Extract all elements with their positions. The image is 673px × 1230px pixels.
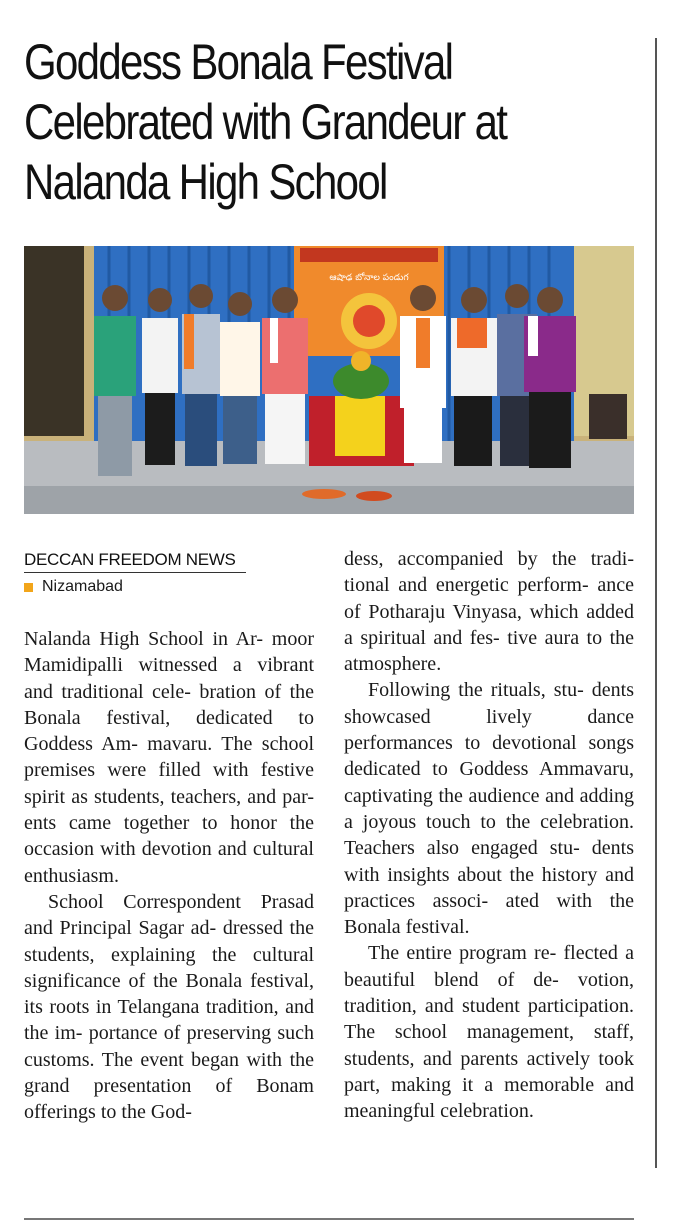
text-line: ance of Potharaju Vinyasa, [344,574,634,623]
text-line: ents came together to honor [24,812,277,835]
column-rule-right [655,38,657,1168]
text-line: customs. The event began with [24,1048,283,1071]
event-photo [24,246,634,514]
orange-square-icon [24,583,33,592]
text-line: The entire program re- [368,942,557,965]
text-line: tional and energetic perform- [344,574,589,597]
text-line: Nalanda High School in Ar- [24,628,264,650]
text-line: portance of preserving such [88,1022,314,1045]
text-line: participation. The school [344,995,634,1044]
text-line: the grand presentation of [24,1048,314,1098]
headline [24,32,629,212]
banner-text: ఆషాఢ బోనాల పండుగ [329,273,409,283]
text-line: history and practices associ- [344,863,634,912]
text-line: and cultural enthusiasm. [24,838,314,887]
text-line: meaningful celebration. [344,1100,534,1123]
text-line: a vibrant and traditional cele- [24,654,315,703]
text-line: tive aura to the atmosphere. [344,626,635,676]
text-line: moor Mamidipalli witnessed [24,628,315,677]
headline-line-2: Celebrated with Grandeur at [24,94,507,150]
dateline [24,578,246,596]
text-line: and parents actively took part, [344,1047,634,1096]
text-line: management, staff, students, [344,1021,635,1070]
text-line: performances to devotional [344,732,577,755]
paragraph-4 [344,940,634,1124]
text-line: School Correspondent [48,890,241,913]
text-line: which added a spiritual and fes- [344,600,634,649]
bottom-rule [24,1218,634,1220]
text-line: as students, teachers, and par- [71,785,314,808]
text-line: dents showcased lively dance [344,679,634,728]
text-line: ated with the Bonala festival. [344,889,634,939]
text-line: the occasion with devotion [24,812,314,861]
text-line: making it a memorable and [391,1073,634,1096]
text-line: dedicated to Goddess Am- [24,706,314,756]
paragraph-1 [24,626,314,889]
text-line: Prasad and Principal Sagar ad- [24,890,315,940]
paragraph-3 [344,677,634,940]
text-line: votion, tradition, and student [344,968,635,1018]
paragraph-2-cont [344,546,634,677]
text-line: dess, accompanied by the tradi- [344,548,634,570]
text-line: Ammavaru, captivating the [344,758,634,807]
headline-line-1: Goddess Bonala Festival [24,34,453,90]
text-line: songs dedicated to Goddess [344,732,635,781]
article-column-right [344,546,634,1125]
location: Nizamabad [42,578,123,595]
text-line: Bonala festival, its roots in [24,969,314,1019]
text-line: dressed the students, explaining [24,917,314,966]
news-source: DECCAN FREEDOM NEWS [24,550,246,573]
article-column-left [24,626,314,1126]
text-line: Following the rituals, stu- [368,679,584,702]
headline-line-3: Nalanda High School [24,154,387,210]
text-line: dents with insights about the [344,837,635,886]
byline [24,550,246,596]
text-line: Teachers also engaged stu- [344,837,580,860]
text-line: Telangana tradition, and the im- [24,996,315,1045]
text-line: flected a beautiful blend of de- [344,942,635,991]
text-line: were filled with festive spirit [24,759,315,808]
text-line: audience and adding a joyous [344,784,635,833]
text-line: mavaru. The school premises [24,733,314,782]
text-line: the cultural significance of the [24,943,314,992]
paragraph-2 [24,889,314,1126]
text-line: Bonam offerings to the God- [24,1075,314,1124]
text-line: bration of the Bonala festival, [24,680,315,729]
text-line: touch to the celebration. [426,810,635,833]
